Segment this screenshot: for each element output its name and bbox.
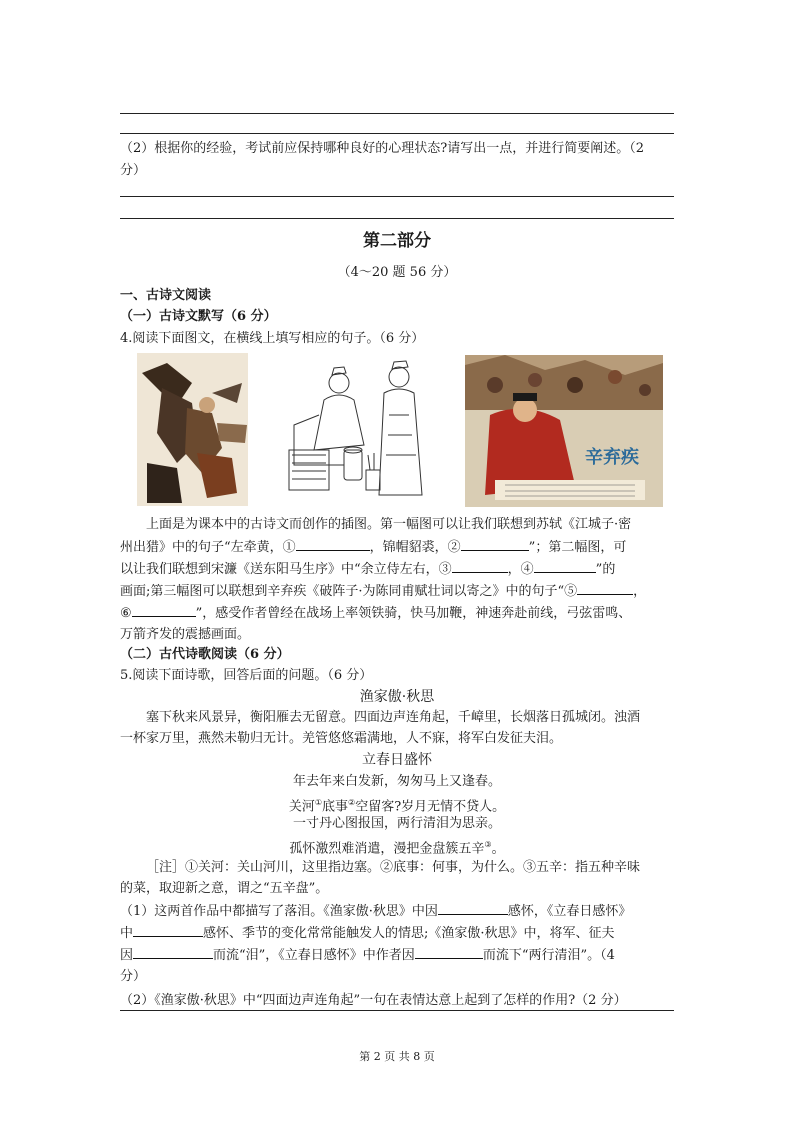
question-2-sub-cont: 分） (120, 163, 147, 178)
blank-5[interactable] (577, 580, 633, 595)
blank-9[interactable] (133, 944, 213, 959)
question-5-1-line: 中 感怀、季节的变化常常能触发人的情思;《渔家傲·秋思》中，将军、征夫 (120, 922, 676, 945)
poem-line: 关河①底事②空留客?岁月无情不贷人。 (288, 798, 506, 815)
passage-line: 州出猎》中的句子“左牵黄，① ，锦帽貂裘，② ”；第二幅图，可 (120, 536, 676, 559)
blank-7[interactable] (438, 900, 508, 915)
blank-10[interactable] (415, 944, 483, 959)
scholars-illustration (284, 355, 447, 505)
question-5-1-line: 因 而流“泪”，《立春日感怀》中作者因 而流下“两行清泪”。（4 (120, 944, 676, 967)
blank-4[interactable] (534, 558, 596, 573)
passage-line: 万箭齐发的震撼画面。 (120, 627, 251, 642)
poem-line: 孤怀激烈难消遣，漫把金盘簇五辛③。 (289, 840, 505, 857)
poem-note: 的菜，取迎新之意，谓之“五辛盘”。 (120, 881, 329, 896)
poem-line: 一寸丹心图报国，两行清泪为思亲。 (292, 816, 501, 831)
poem-title: 立春日盛怀 (362, 752, 432, 768)
poem-line: 塞下秋来风景异，衡阳雁去无留意。四面边声连角起，千嶂里，长烟落日孤城闭。浊酒 (146, 710, 641, 725)
poem-line: 一杯家万里，燕然未勒归无计。羌管悠悠霜满地，人不寐，将军白发征夫泪。 (120, 731, 563, 746)
part-range: （4～20 题 56 分） (337, 265, 457, 280)
answer-line (120, 1010, 674, 1011)
poem-title: 渔家傲·秋思 (359, 689, 435, 705)
blank-2[interactable] (461, 536, 529, 551)
page-footer: 第 2 页 共 8 页 (359, 1050, 435, 1063)
question-5-2: （2）《渔家傲·秋思》中“四面边声连角起”一句在表情达意上起到了怎样的作用?（2 分） (120, 993, 627, 1008)
question-5-1-line: 分） (120, 969, 147, 984)
question-5-1-line: （1）这两首作品中都描写了落泪。《渔家傲·秋思》中因 感怀，《立春日感怀》 (120, 900, 676, 923)
subsection-heading: （一）古诗文默写（6 分） (120, 309, 277, 324)
subsection-heading: （二）古代诗歌阅读（6 分） (120, 647, 290, 662)
answer-line (120, 196, 674, 197)
hunting-illustration (137, 353, 248, 506)
poem-note: ［注］①关河：关山河川，这里指边塞。②底事：何事，为什么。③五辛：指五种辛味 (146, 860, 641, 875)
passage-line: 上面是为课本中的古诗文而创作的插图。第一幅图可以让我们联想到苏轼《江城子·密 (146, 517, 632, 532)
passage-line: 以让我们联想到宋濂《送东阳马生序》中“余立侍左右，③ ，④ ”的 (120, 558, 676, 581)
blank-3[interactable] (452, 558, 508, 573)
blank-8[interactable] (133, 922, 203, 937)
xin-qiji-illustration (465, 355, 663, 507)
passage-line: ⑥ ”，感受作者曾经在战场上率领铁骑，快马加鞭，神速奔赴前线，弓弦雷鸣、 (120, 602, 676, 625)
blank-6[interactable] (132, 602, 196, 617)
question-4: 4.阅读下面图文，在横线上填写相应的句子。（6 分） (120, 331, 425, 346)
question-5: 5.阅读下面诗歌，回答后面的问题。（6 分） (120, 668, 373, 683)
passage-line: 画面;第三幅图可以联想到辛弃疾《破阵子·为陈同甫赋壮词以寄之》中的句子“⑤ ， (120, 580, 676, 603)
answer-line (120, 113, 674, 114)
answer-line (120, 133, 674, 134)
question-2-sub: （2）根据你的经验，考试前应保持哪种良好的心理状态?请写出一点，并进行简要阐述。（2 (120, 141, 645, 156)
part-title: 第二部分 (363, 231, 431, 251)
answer-line (120, 218, 674, 219)
illustration-caption: 辛弃疾 (585, 447, 639, 468)
poem-line: 年去年来白发新，匆匆马上又逢春。 (292, 774, 501, 789)
section-heading: 一、古诗文阅读 (120, 288, 212, 303)
blank-1[interactable] (296, 536, 370, 551)
